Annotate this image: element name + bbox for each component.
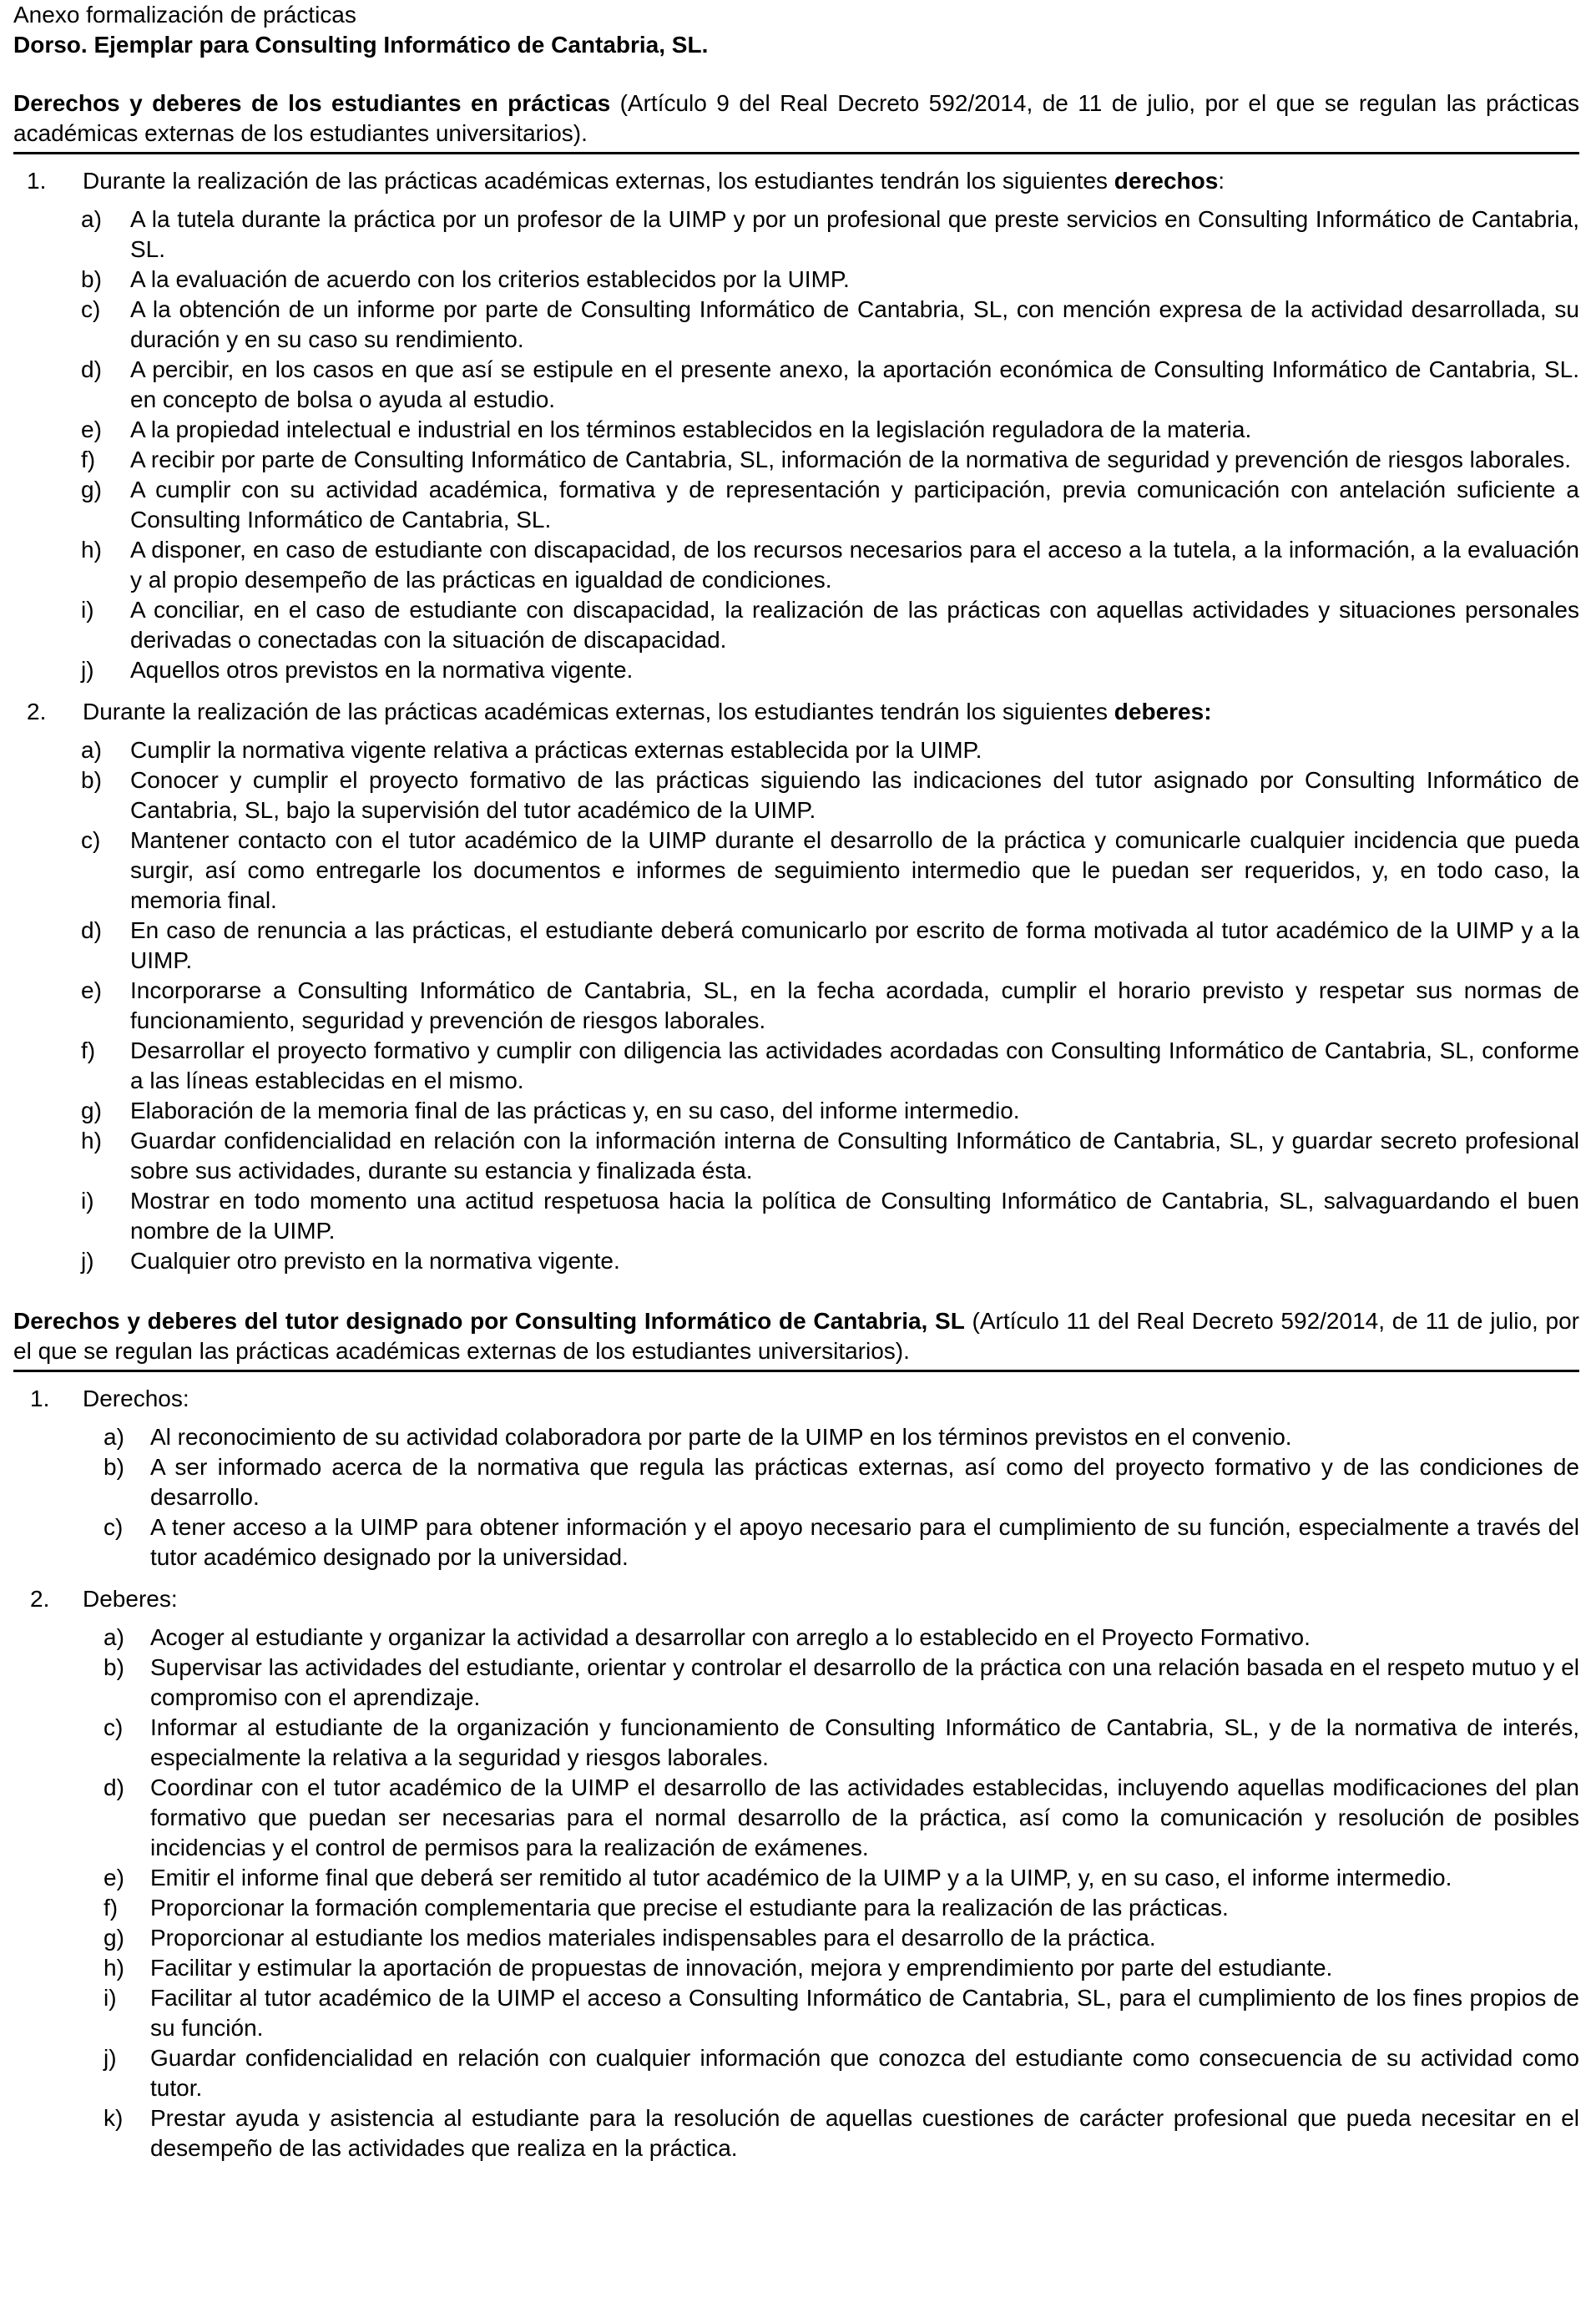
paragraph-text (83, 166, 1579, 196)
section-heading (13, 1306, 1579, 1366)
item-text: Emitir el informe final que deberá ser remitido al tutor académico de la UIMP y a la UIMP, y, en su caso, el informe intermedio. (150, 1865, 1452, 1890)
list-item (13, 445, 1579, 475)
list-item (13, 976, 1579, 1036)
item-text: Cualquier otro previsto en la normativa vigente. (130, 1248, 620, 1274)
item-list (13, 1623, 1579, 2163)
item-letter: f) (81, 1037, 96, 1063)
item-letter: d) (104, 1774, 124, 1800)
list-item (13, 735, 1579, 765)
item-text: Acoger al estudiante y organizar la actividad a desarrollar con arreglo a lo establecido en el Proyecto Formativo. (150, 1624, 1311, 1650)
list-item (13, 1623, 1579, 1653)
item-text: Mantener contacto con el tutor académico de la UIMP durante el desarrollo de la práctica y comunicarle cualquier incidencia que pueda surgir, así como entregarle los documentos e informes de seguimiento intermedio que le puedan ser requeridos, y, en todo caso, la memoria final. (130, 827, 1579, 913)
item-text: A la evaluación de acuerdo con los criterios establecidos por la UIMP. (130, 266, 850, 292)
item-letter: e) (81, 416, 102, 442)
list-item (13, 1713, 1579, 1773)
paragraph-number: 2. (30, 1586, 50, 1612)
copy-title: Dorso. Ejemplar para Consulting Informático de Cantabria, SL. (13, 32, 709, 58)
item-text: Prestar ayuda y asistencia al estudiante para la resolución de aquellas cuestiones de carácter profesional que pueda necesitar en el desempeño de las actividades que realiza en la práctica. (150, 2105, 1579, 2161)
item-letter: c) (81, 296, 101, 322)
divider (13, 1370, 1579, 1372)
list-item (13, 535, 1579, 595)
list-item (13, 1422, 1579, 1452)
item-text: A la obtención de un informe por parte de Consulting Informático de Cantabria, SL, con mención expresa de la actividad desarrollada, su duración y en su caso su rendimiento. (130, 296, 1579, 352)
item-text: Facilitar y estimular la aportación de propuestas de innovación, mejora y emprendimiento por parte del estudiante. (150, 1955, 1333, 1981)
numbered-paragraph (13, 166, 1579, 196)
list-item (13, 2103, 1579, 2163)
list-item (13, 655, 1579, 685)
annex-title: Anexo formalización de prácticas (13, 2, 356, 28)
item-letter: e) (81, 977, 102, 1003)
item-letter: i) (104, 1985, 117, 2011)
item-letter: i) (81, 1188, 94, 1214)
paragraph-intro: Deberes: (83, 1586, 178, 1612)
list-item (13, 1983, 1579, 2043)
section-heading (13, 88, 1579, 149)
item-letter: d) (81, 917, 102, 943)
list-item (13, 1126, 1579, 1186)
divider (13, 152, 1579, 154)
item-text: Cumplir la normativa vigente relativa a prácticas externas establecida por la UIMP. (130, 737, 982, 763)
list-item (13, 595, 1579, 655)
item-text: Incorporarse a Consulting Informático de Cantabria, SL, en la fecha acordada, cumplir el horario previsto y respetar sus normas de funcionamiento, seguridad y prevención de riesgos laborales. (130, 977, 1579, 1033)
list-item (13, 1452, 1579, 1512)
item-letter: g) (81, 477, 102, 502)
list-item (13, 916, 1579, 976)
list-item (13, 355, 1579, 415)
list-item (13, 1186, 1579, 1246)
list-item (13, 1246, 1579, 1276)
item-text: Supervisar las actividades del estudiante, orientar y controlar el desarrollo de la práctica con una relación basada en el respeto mutuo y el compromiso con el aprendizaje. (150, 1654, 1579, 1710)
item-text: Guardar confidencialidad en relación con la información interna de Consulting Informático de Cantabria, SL, y guardar secreto profesional sobre sus actividades, durante su estancia y finalizada ésta. (130, 1128, 1579, 1184)
item-letter: c) (104, 1714, 124, 1740)
item-letter: a) (104, 1424, 124, 1450)
list-item (13, 1653, 1579, 1713)
item-text: A la propiedad intelectual e industrial en los términos establecidos en la legislación reguladora de la materia. (130, 416, 1252, 442)
numbered-paragraph (13, 697, 1579, 727)
item-text: A la tutela durante la práctica por un profesor de la UIMP y por un profesional que preste servicios en Consulting Informático de Cantabria, SL. (130, 206, 1579, 262)
paragraph-number: 1. (30, 1386, 50, 1411)
paragraph-text (83, 697, 1579, 727)
item-letter: h) (104, 1955, 124, 1981)
item-text: Proporcionar la formación complementaria que precise el estudiante para la realización de las prácticas. (150, 1895, 1229, 1921)
item-letter: k) (104, 2105, 124, 2131)
item-text: Aquellos otros previstos en la normativa vigente. (130, 657, 634, 683)
item-letter: j) (81, 1248, 94, 1274)
section-heading-bold: Derechos y deberes del tutor designado por Consulting Informático de Cantabria, SL (13, 1308, 965, 1334)
numbered-paragraph (13, 1384, 1579, 1414)
item-letter: f) (81, 447, 96, 472)
paragraph-intro: Derechos: (83, 1386, 189, 1411)
list-item (13, 1893, 1579, 1923)
item-letter: h) (81, 1128, 102, 1153)
item-letter: d) (81, 356, 102, 382)
item-text: Desarrollar el proyecto formativo y cumplir con diligencia las actividades acordadas con Consulting Informático de Cantabria, SL, conforme a las líneas establecidas en el mismo. (130, 1037, 1579, 1093)
paragraph-text (83, 1384, 1579, 1414)
item-letter: h) (81, 537, 102, 563)
paragraph-bold: deberes: (1114, 699, 1212, 724)
item-letter: c) (104, 1514, 124, 1540)
item-text: Informar al estudiante de la organización y funcionamiento de Consulting Informático de Cantabria, SL, y de la normativa de interés, especialmente la relativa a la seguridad y riesgos laborales. (150, 1714, 1579, 1770)
item-letter: i) (81, 597, 94, 623)
item-text: Conocer y cumplir el proyecto formativo de las prácticas siguiendo las indicaciones del tutor asignado por Consulting Informático de Cantabria, SL, bajo la supervisión del tutor académico de la UIMP. (130, 767, 1579, 823)
paragraph-after: : (1218, 168, 1225, 194)
list-item (13, 265, 1579, 295)
list-item (13, 1096, 1579, 1126)
item-letter: f) (104, 1895, 119, 1921)
item-text: A conciliar, en el caso de estudiante con discapacidad, la realización de las prácticas con aquellas actividades y situaciones personales derivadas o conectadas con la situación de discapacidad. (130, 597, 1579, 653)
paragraph-text (83, 1584, 1579, 1614)
paragraph-bold: derechos (1114, 168, 1219, 194)
paragraph-number: 1. (27, 168, 47, 194)
list-item (13, 1953, 1579, 1983)
list-item (13, 1512, 1579, 1572)
item-text: Facilitar al tutor académico de la UIMP el acceso a Consulting Informático de Cantabria, SL, para el cumplimiento de los fines propios de su función. (150, 1985, 1579, 2041)
item-text: Coordinar con el tutor académico de la UIMP el desarrollo de las actividades establecidas, incluyendo aquellas modificaciones del plan formativo que puedan ser necesarias para el normal desarrollo de la práctica, así como la comunicación y resolución de posibles incidencias y el control de permisos para la realización de exámenes. (150, 1774, 1579, 1860)
list-item (13, 295, 1579, 355)
list-item (13, 415, 1579, 445)
item-letter: b) (81, 266, 102, 292)
item-text: Al reconocimiento de su actividad colaboradora por parte de la UIMP en los términos previstos en el convenio. (150, 1424, 1292, 1450)
item-letter: e) (104, 1865, 124, 1890)
list-item (13, 765, 1579, 825)
item-list (13, 204, 1579, 685)
item-letter: c) (81, 827, 101, 853)
item-letter: g) (81, 1098, 102, 1123)
item-letter: j) (81, 657, 94, 683)
numbered-paragraph (13, 1584, 1579, 1614)
list-item (13, 1773, 1579, 1863)
section-heading-rest: (Artículo 11 del Real Decreto 592/2014, de 11 de julio, por el que se regulan las prácticas académicas externas de los estudiantes universitarios). (13, 1308, 1579, 1364)
item-letter: a) (81, 206, 102, 232)
list-item (13, 2043, 1579, 2103)
list-item (13, 825, 1579, 916)
item-letter: b) (104, 1454, 124, 1480)
item-list (13, 1422, 1579, 1572)
item-text: A percibir, en los casos en que así se estipule en el presente anexo, la aportación económica de Consulting Informático de Cantabria, SL. en concepto de bolsa o ayuda al estudio. (130, 356, 1579, 412)
list-item (13, 1923, 1579, 1953)
paragraph-intro: Durante la realización de las prácticas académicas externas, los estudiantes tendrán los siguientes (83, 699, 1114, 724)
item-letter: b) (81, 767, 102, 793)
item-letter: b) (104, 1654, 124, 1680)
section-tutor-rights (13, 1306, 1579, 2163)
item-letter: j) (104, 2045, 117, 2071)
item-letter: a) (104, 1624, 124, 1650)
section-heading-rest: (Artículo 9 del Real Decreto 592/2014, de 11 de julio, por el que se regulan las prácticas académicas externas de los estudiantes universitarios). (13, 90, 1579, 146)
list-item (13, 1863, 1579, 1893)
item-text: A recibir por parte de Consulting Informático de Cantabria, SL, información de la normativa de seguridad y prevención de riesgos laborales. (130, 447, 1572, 472)
list-item (13, 204, 1579, 265)
paragraph-intro: Durante la realización de las prácticas académicas externas, los estudiantes tendrán los siguientes (83, 168, 1114, 194)
item-text: Proporcionar al estudiante los medios materiales indispensables para el desarrollo de la práctica. (150, 1925, 1156, 1951)
item-text: Elaboración de la memoria final de las prácticas y, en su caso, del informe intermedio. (130, 1098, 1020, 1123)
section-student-rights (13, 88, 1579, 1276)
section-heading-bold: Derechos y deberes de los estudiantes en prácticas (13, 90, 611, 116)
item-text: A disponer, en caso de estudiante con discapacidad, de los recursos necesarios para el acceso a la tutela, a la información, a la evaluación y al propio desempeño de las prácticas en igualdad de condiciones. (130, 537, 1579, 593)
item-letter: g) (104, 1925, 124, 1951)
item-text: Guardar confidencialidad en relación con cualquier información que conozca del estudiante como consecuencia de su actividad como tutor. (150, 2045, 1579, 2101)
item-letter: a) (81, 737, 102, 763)
item-text: A cumplir con su actividad académica, formativa y de representación y participación, previa comunicación con antelación suficiente a Consulting Informático de Cantabria, SL. (130, 477, 1579, 533)
item-text: En caso de renuncia a las prácticas, el estudiante deberá comunicarlo por escrito de forma motivada al tutor académico de la UIMP y a la UIMP. (130, 917, 1579, 973)
item-text: Mostrar en todo momento una actitud respetuosa hacia la política de Consulting Informático de Cantabria, SL, salvaguardando el buen nombre de la UIMP. (130, 1188, 1579, 1244)
paragraph-number: 2. (27, 699, 47, 724)
item-text: A ser informado acerca de la normativa que regula las prácticas externas, así como del proyecto formativo y de las condiciones de desarrollo. (150, 1454, 1579, 1510)
list-item (13, 1036, 1579, 1096)
item-text: A tener acceso a la UIMP para obtener información y el apoyo necesario para el cumplimiento de su función, especialmente a través del tutor académico designado por la universidad. (150, 1514, 1579, 1570)
item-list (13, 735, 1579, 1276)
list-item (13, 475, 1579, 535)
